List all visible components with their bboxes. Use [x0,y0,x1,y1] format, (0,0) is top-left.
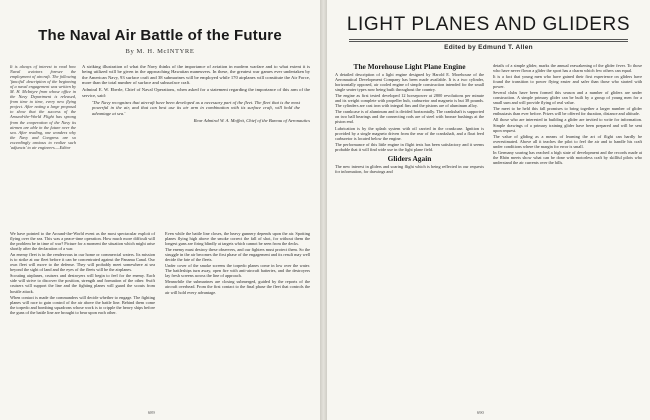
right-column-1 [335,63,484,408]
body-paragraph: Meanwhile the submarines are closing submerged, guided by the reports of the aircraft overhead. From the first contact to the final phase the fleet that controls the air will hold every advantage. [165,279,310,295]
article-byline: By M. H. McINTYRE [125,48,195,55]
body-paragraph: Scouting airplanes, cruisers and destroyers will begin to feel for the enemy. Each side will strive to discover the position, strength and formation of the other. Swift cruisers will support the line and the fighting planes will guard the scouts from hostile attack. [10,273,155,294]
body-paragraph: In Germany soaring has reached a high state of development and the records made at the Rhön meets show what can be done with motorless craft by skillful pilots who understand the air currents over the hills. [493,149,642,165]
lead-paragraph: A striking illustration of what the Navy thinks of the importance of aviation in modern warfare and to what extent it is being utilized will be given in the approaching Hawaiian maneuvers. In these, the greatest war games ever undertaken by the American Navy, 93 surface craft and 38 submarines will be employed while 170 airplanes will constitute the Air Force, more than the total number of surface and subsurface craft. [82,64,310,86]
section-title: LIGHT PLANES AND GLIDERS [346,14,631,35]
right-column-2 [493,63,642,408]
body-column-1 [10,231,155,316]
title-rule [349,39,628,40]
body-paragraph: When contact is made the commanders will decide whether to engage. The fighting planes will race to gain control of the air above the battle line. Behind them come the torpedo and bombing squadrons whose work is to cripple the heavy ships before the guns of the battle line are brought to bear upon each other. [10,294,155,315]
lead-column [82,64,310,125]
body-paragraph: An enemy fleet is in the rendezvous in our home or commercial waters. Its mission is to strike at our fleet before it can be concentrated against the Panama Canal. Our own fleet will move to the defense. They will probably meet somewhere at sea beyond the sight of land and the eyes of the fleets will be the airplanes. [10,252,155,273]
body-paragraph: The performance of this little engine in flight tests has been satisfactory and it seems probable that it will find wide use in the light plane field. [335,141,484,152]
body-paragraph: Several clubs have been formed this season and a number of gliders are under construction. A simple primary glider can be built by a group of young men for a small sum and will provide flying of real value. [493,90,642,106]
lead-paragraph: Admiral E. W. Eberle, Chief of Naval Operations, when asked for a statement regarding the importance of this arm of the service, said: [82,87,310,98]
article-body [10,231,310,316]
body-paragraph: The new interest in gliders and soaring flight which is being reflected in our requests for information, for drawings and [335,163,484,174]
body-paragraph: The value of gliding as a means of learning the art of flight can hardly be overestimated. Above all it teaches the pilot to feel the air and to handle his craft under conditions where the margin for error is small. [493,133,642,149]
page-number: 689 [148,410,155,415]
body-paragraph: The meet to be held this fall promises to bring together a larger number of glider enthusiasts than ever before. Prizes will be offered for duration, distance and altitude. [493,106,642,117]
body-paragraph: The enemy must destroy these observers, and our fighters must protect them. So the struggle in the air becomes the first phase of the engagement and its result may well decide the fate of the fleets. [165,247,310,263]
left-page [0,0,320,420]
body-paragraph: Lubrication is by the splash system with oil carried in the crankcase. Ignition is provided by a single magneto driven from the rear of the crankshaft, and a float feed carburetor is located below the engine. [335,125,484,141]
title-rule [349,41,628,42]
body-paragraph: We have pointed to the Around-the-World event as the most spectacular exploit of flying over the sea. This was a peace-time operation. How much more difficult will the problem be in time of war? Picture for a moment the situation which might arise shortly after the declaration of a war. [10,231,155,252]
pull-quote: 'The Navy recognizes that aircraft have been developed as a necessary part of the fleet. The fleet that is the most powerful in the air, and that can best use its air arm in combination with its surface craft, will hold the advantage at sea.' [92,99,300,116]
page-gutter [320,0,327,420]
page-number: 690 [477,410,484,415]
intro-sidebar: It is always of interest to read how Naval aviators foresee the employment of aircraft. The following 'fanciful' description of the beginning of a naval engagement was written by M. H. McIntyre from whose office in the Navy Department is released, from time to time, every new flying project. After noting a large proposal to show that the success of the Around-the-World Flight has sprang from the cooperation of the Navy its airmen are able in the future over the sea. After reading, one wonders why the Navy and Congress are so exceedingly anxious to realize such 'adjuncts' to air engineers.—Editor [10,64,76,150]
right-page [327,0,650,420]
body-paragraph: It is a fact that young men who have gained their first experience on gliders have found the transition to power flying easier and safer than those who started with power. [493,74,642,90]
body-paragraph: All those who are interested in building a glider are invited to write for information. Simple drawings of a primary training glider have been prepared and will be sent upon request. [493,117,642,133]
body-paragraph: Even while the battle line closes, the heavy gunnery depends upon the air. Spotting planes flying high above the smoke correct the fall of shot, for without them the longest guns are firing blindly at targets which cannot be seen from the decks. [165,231,310,247]
body-paragraph: Under cover of the smoke screens the torpedo planes come in low over the water. The battleships turn away, open fire with anti-aircraft batteries, and the destroyers lay fresh screens across the line of approach. [165,263,310,279]
section-editor: Edited by Edmund T. Allen [444,44,533,51]
body-column-2 [165,231,310,316]
subsection-heading: Gliders Again [387,153,432,163]
subsection-heading: The Morehouse Light Plane Engine [353,62,466,71]
article-title: The Naval Air Battle of the Future [38,27,282,44]
body-paragraph: The crankcase is of aluminum and is divided horizontally. The crankshaft is supported on two ball bearings and the connecting rods are of steel with bronze bushings at the piston end. [335,109,484,125]
right-body [335,63,642,408]
body-paragraph: details of a simple glider, marks the annual reawakening of the glider fever. To those who have never flown a glider the sport has a charm which few others can equal. [493,63,642,74]
quote-attribution: Rear Admiral W. A. Moffett, Chief of the Bureau of Aeronautics [193,117,310,123]
body-paragraph: The engine as first tested developed 12 horsepower at 2800 revolutions per minute and its weight complete with propeller hub, carburetor and magneto is but 38 pounds. The cylinders are cast iron with integral fins and the pistons are of aluminum alloy. [335,93,484,109]
body-paragraph: A detailed description of a light engine designed by Harold E. Morehouse of the Aeronautical Development Company has been made available. It is a two cylinder, horizontally opposed, air cooled engine of simple construction intended for the small single seater types now being built throughout the country. [335,72,484,93]
